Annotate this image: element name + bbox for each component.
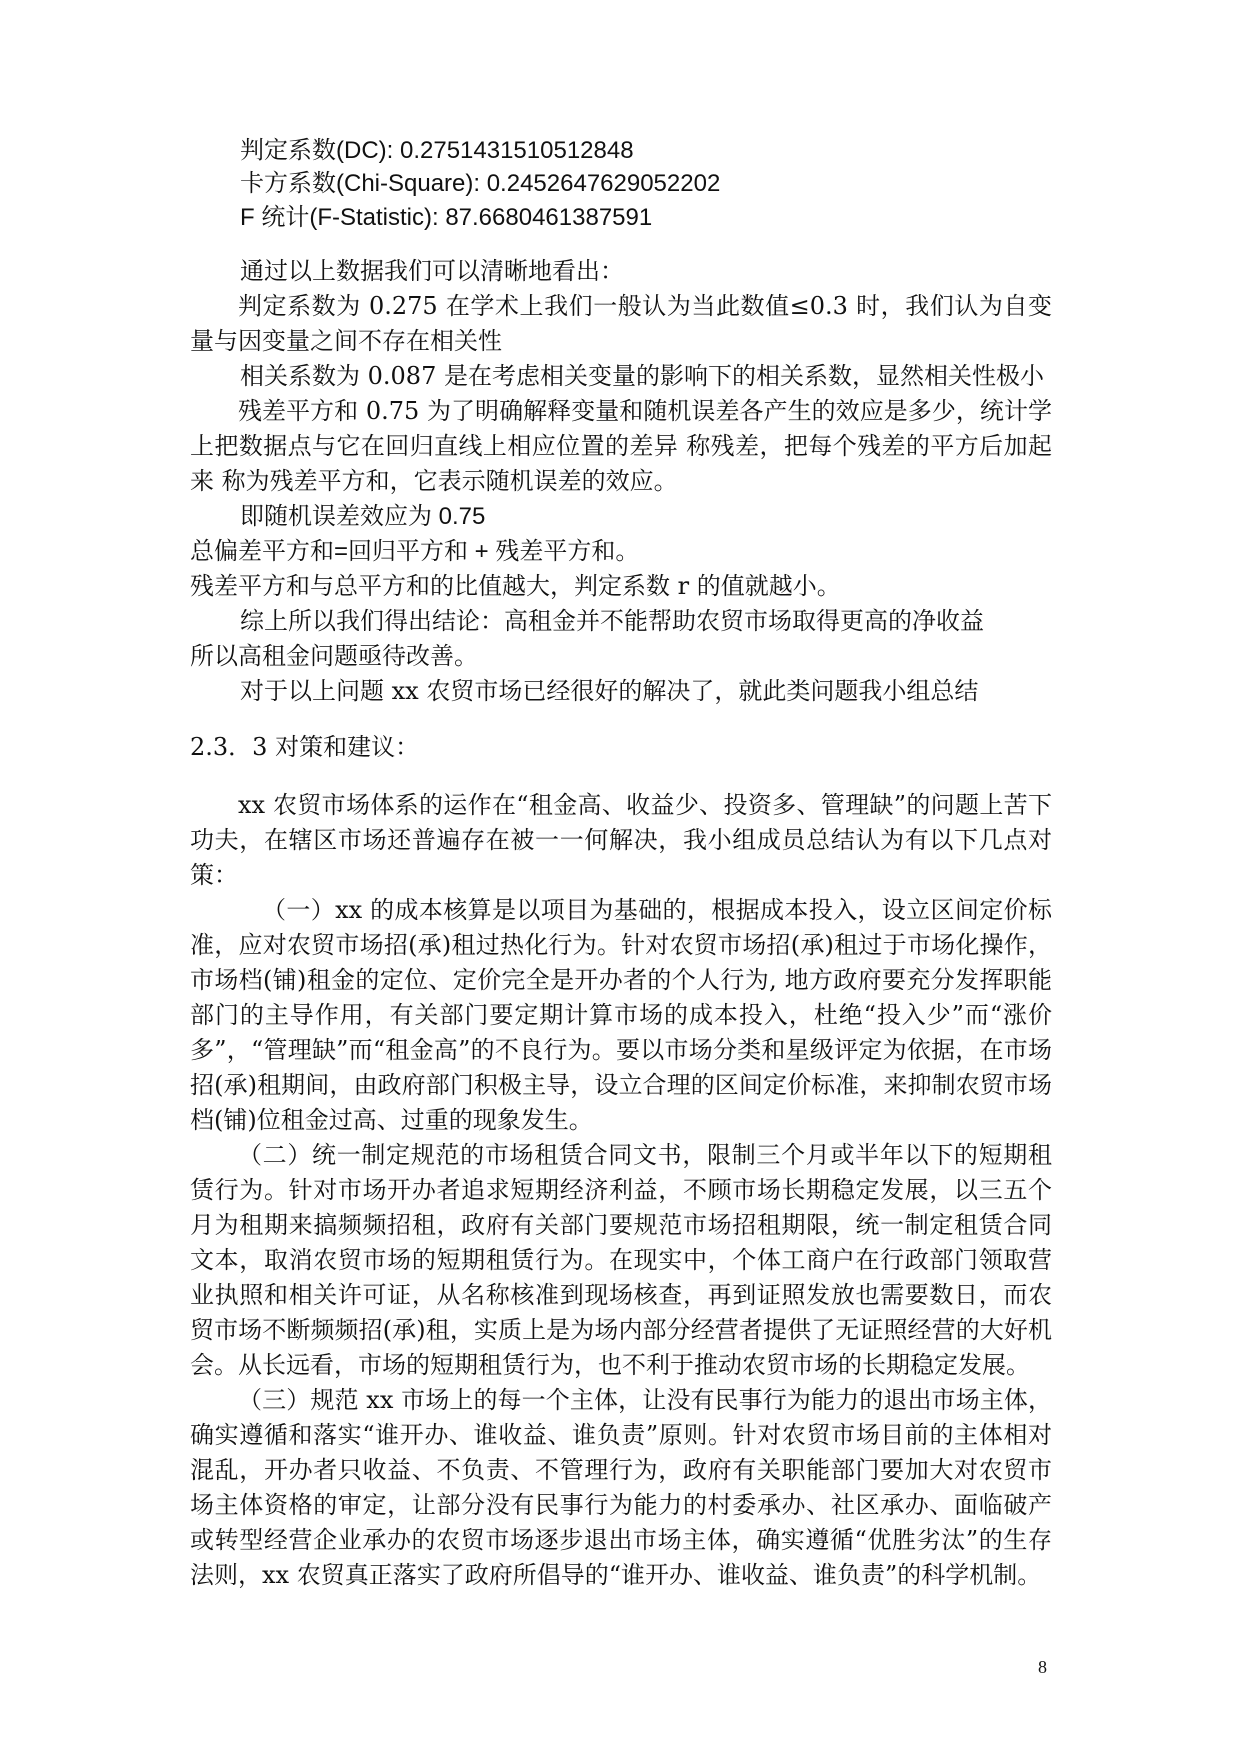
- section-heading: 2.3．3 对策和建议：: [190, 733, 420, 761]
- countermeasure-2: （二）统一制定规范的市场租赁合同文书，限制三个月或半年以下的短期租赁行为。针对市场开办者追求短期经济利益，不顾市场长期稳定发展，以三五个月为租期来搞频频招租，政府有关部门要规范市场招租期限，统一制定租赁合同文本，取消农贸市场的短期租赁行为。在现实中，个体工商户在行政部门领取营业执照和相关许可证，从名称核准到现场核查，再到证照发放也需要数日，而农贸市场不断频频招(承)租，实质上是为场内部分经营者提供了无证照经营的大好机会。从长远看，市场的短期租赁行为，也不利于推动农贸市场的长期稳定发展。: [190, 1141, 1052, 1379]
- analysis-ratio: 残差平方和与总平方和的比值越大，判定系数 r 的值就越小。: [190, 572, 841, 600]
- stat-f-statistic: F 统计(F-Statistic): 87.6680461387591: [240, 204, 653, 231]
- analysis-formula: 总偏差平方和=回归平方和 + 残差平方和。: [190, 538, 640, 565]
- analysis-summary: 对于以上问题 xx 农贸市场已经很好的解决了，就此类问题我小组总结: [240, 677, 979, 705]
- analysis-correlation: 相关系数为 0.087 是在考虑相关变量的影响下的相关系数，显然相关性极小: [240, 362, 1044, 390]
- analysis-intro: 通过以上数据我们可以清晰地看出：: [240, 257, 624, 285]
- page-number: 8: [1038, 1657, 1047, 1677]
- countermeasure-3: （三）规范 xx 市场上的每一个主体，让没有民事行为能力的退出市场主体，确实遵循和落实“谁开办、谁收益、谁负责”原则。针对农贸市场目前的主体相对混乱，开办者只收益、不负责、不管理行为，政府有关职能部门要加大对农贸市场主体资格的审定，让部分没有民事行为能力的村委承办、社区承办、面临破产或转型经营企业承办的农贸市场逐步退出市场主体，确实遵循“优胜劣汰”的生存法则，xx 农贸真正落实了政府所倡导的“谁开办、谁收益、谁负责”的科学机制。: [190, 1386, 1052, 1589]
- analysis-dc-paragraph: 判定系数为 0.275 在学术上我们一般认为当此数值≤0.3 时，我们认为自变量与因变量之间不存在相关性: [190, 292, 1052, 355]
- analysis-conclusion-1: 综上所以我们得出结论：高租金并不能帮助农贸市场取得更高的净收益: [240, 607, 984, 635]
- section-intro-paragraph: xx 农贸市场体系的运作在“租金高、收益少、投资多、管理缺”的问题上苦下功夫，在辖区市场还普遍存在被一一何解决，我小组成员总结认为有以下几点对策：: [190, 791, 1052, 889]
- stat-dc: 判定系数(DC): 0.2751431510512848: [240, 137, 634, 164]
- analysis-random-effect: 即随机误差效应为 0.75: [240, 503, 486, 530]
- analysis-conclusion-2: 所以高租金问题亟待改善。: [190, 642, 478, 670]
- stat-chi-square: 卡方系数(Chi-Square): 0.2452647629052202: [240, 170, 721, 197]
- analysis-rss-paragraph: 残差平方和 0.75 为了明确解释变量和随机误差各产生的效应是多少，统计学上把数据点与它在回归直线上相应位置的差异 称残差，把每个残差的平方后加起来 称为残差平方和，它表示随机误差的效应。: [190, 397, 1052, 495]
- countermeasure-1: （一）xx 的成本核算是以项目为基础的，根据成本投入，设立区间定价标准，应对农贸市场招(承)租过热化行为。针对农贸市场招(承)租过于市场化操作，市场档(铺)租金的定位、定价完全是开办者的个人行为, 地方政府要充分发挥职能部门的主导作用，有关部门要定期计算市场的成本投入，杜绝“投入少”而“涨价多”，“管理缺”而“租金高”的不良行为。要以市场分类和星级评定为依据，在市场招(承)租期间，由政府部门积极主导，设立合理的区间定价标准，来抑制农贸市场档(铺)位租金过高、过重的现象发生。: [190, 896, 1052, 1134]
